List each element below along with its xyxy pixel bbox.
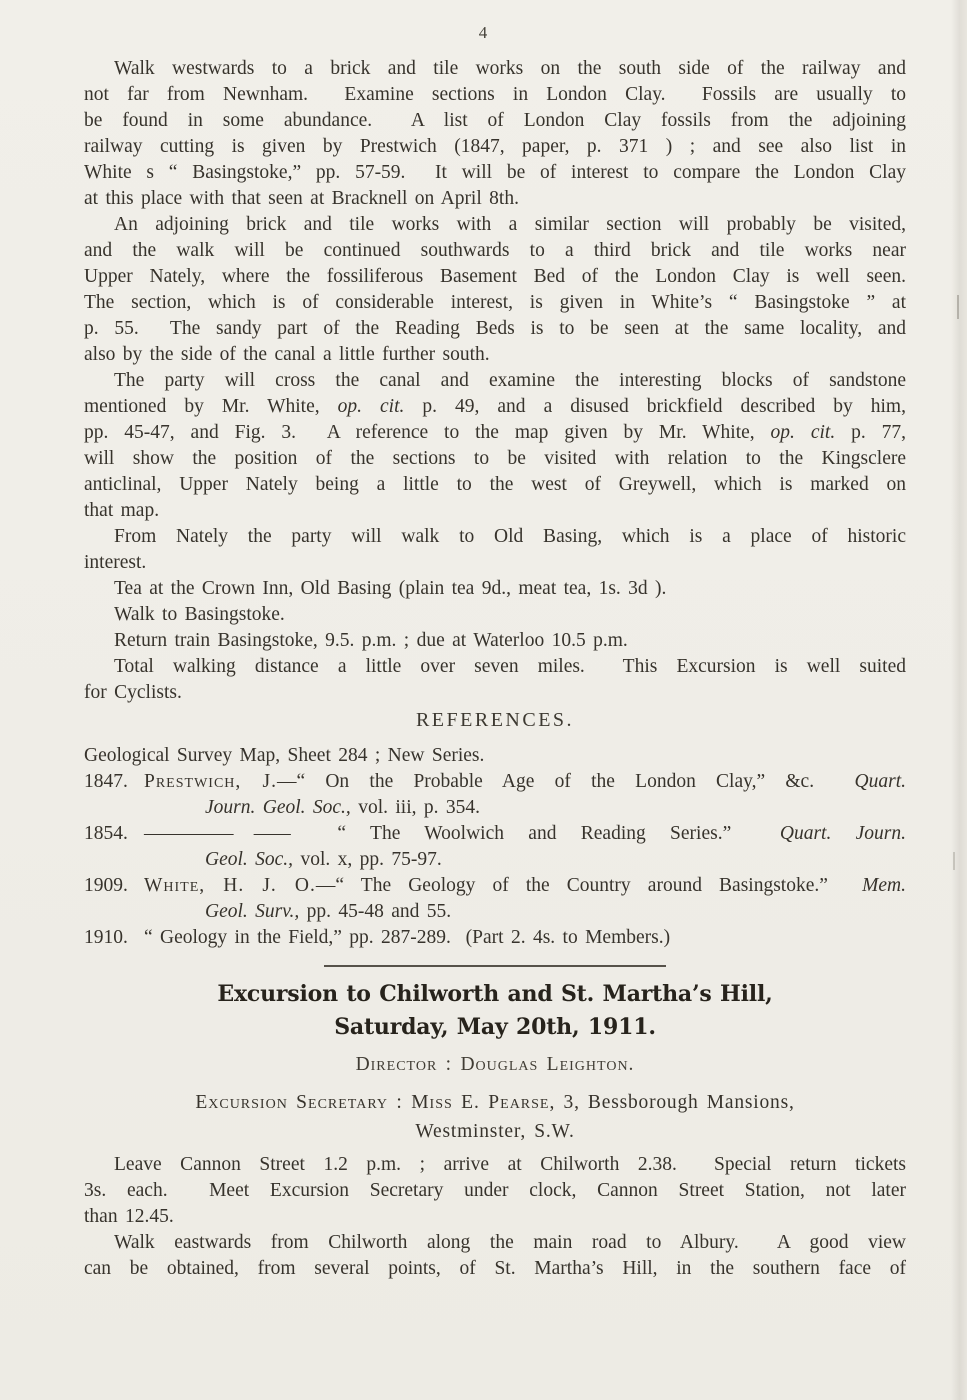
reference-survey-map: [84, 743, 906, 769]
text-line: [84, 394, 906, 420]
text-line: [84, 707, 906, 733]
text-segment: mentioned by Mr. White,: [84, 396, 338, 417]
text-line: [84, 1152, 906, 1178]
text-segment: From Nately the party will walk to Old Basing, which is a place of historic: [114, 526, 906, 547]
text-segment: Return train Basingstoke, 9.5. p.m. ; due at Waterloo 10.5 p.m.: [114, 630, 628, 651]
text-segment: be found in some abundance. A list of London Clay fossils from the adjoining: [84, 110, 906, 131]
references-heading: [84, 707, 906, 733]
text-segment: than 12.45.: [84, 1206, 174, 1227]
text-segment: —“ On the Probable Age of the London Clay,” &c.: [276, 771, 855, 792]
text-segment: The section, which is of considerable interest, is given in White’s “ Basingstoke ” at: [84, 292, 906, 313]
text-segment: will show the position of the sections to be visited with relation to the Kingsclere: [84, 448, 906, 469]
text-segment: Walk westwards to a brick and tile works on the south side of the railway and: [114, 58, 906, 79]
text-line: [84, 498, 906, 524]
text-segment: REFERENCES.: [415, 709, 575, 731]
text-line: [84, 821, 906, 847]
text-segment: op. cit.: [337, 396, 405, 417]
text-line: [84, 873, 906, 899]
page-edge-shadow: [951, 0, 967, 1400]
text-line: [84, 769, 906, 795]
paragraph-return-train: [84, 628, 906, 654]
reference-entry-1847: [84, 769, 906, 821]
text-segment: White s “ Basingstoke,” pp. 57-59. It will be of interest to compare the London Clay: [84, 162, 906, 183]
text-line: [84, 420, 906, 446]
text-segment: not far from Newnham. Examine sections in London Clay. Fossils are usually to: [84, 84, 906, 105]
text-segment: also by the side of the canal a little further south.: [84, 344, 490, 365]
text-column: [84, 56, 906, 1282]
text-line: [84, 134, 906, 160]
text-segment: —“ The Geology of the Country around Basingstoke.”: [315, 875, 863, 896]
text-segment: 3, Bessborough Mansions,: [555, 1092, 795, 1113]
text-line: [84, 1256, 906, 1282]
text-segment: that map.: [84, 500, 160, 521]
text-line: [84, 576, 906, 602]
text-line: [84, 654, 906, 680]
text-line: [84, 212, 906, 238]
paragraph-cannon-street: [84, 1152, 906, 1230]
text-segment: Prestwich, J.: [144, 771, 277, 792]
text-line: [84, 446, 906, 472]
text-segment: vol. x, pp. 75-97.: [293, 849, 442, 870]
text-line: [84, 743, 906, 769]
text-line: [84, 1011, 906, 1044]
text-segment: anticlinal, Upper Nately being a little to the west of Greywell, which is marked on: [84, 474, 906, 495]
text-line: [84, 978, 906, 1011]
text-line: [84, 550, 906, 576]
text-segment: and the walk will be continued southwards to a third brick and tile works near: [84, 240, 906, 261]
text-segment: Excursion Secretary : Miss E. Pearse,: [195, 1092, 556, 1113]
text-segment: can be obtained, from several points, of St. Martha’s Hill, in the southern face of: [84, 1258, 906, 1279]
text-line: [84, 925, 906, 951]
text-line: [84, 628, 906, 654]
reference-year: 1910.: [84, 927, 128, 948]
text-segment: The party will cross the canal and examine the interesting blocks of sandstone: [114, 370, 906, 391]
text-segment: Mem.: [862, 875, 906, 896]
text-segment: p. 77,: [835, 422, 907, 443]
reference-year: 1847.: [84, 771, 128, 792]
text-segment: “ Geology in the Field,” pp. 287-289. (Part 2. 4s. to Members.): [144, 927, 671, 948]
text-line: [84, 238, 906, 264]
text-segment: Walk eastwards from Chilworth along the main road to Albury. A good view: [114, 1232, 906, 1253]
text-line: [84, 1052, 906, 1078]
reference-year: 1854.: [84, 823, 128, 844]
director-line: [84, 1052, 906, 1078]
text-segment: Total walking distance a little over seven miles. This Excursion is well suited: [114, 656, 906, 677]
text-segment: railway cutting is given by Prestwich (1847, paper, p. 371 ) ; and see also list in: [84, 136, 906, 157]
text-segment: Walk to Basingstoke.: [114, 604, 285, 625]
text-segment: op. cit.: [770, 422, 836, 443]
secretary-lines: [84, 1088, 906, 1146]
text-segment: p. 49, and a disused brickfield described by him,: [404, 396, 906, 417]
paragraph-walk-basingstoke: [84, 602, 906, 628]
text-line: [84, 160, 906, 186]
scan-artifact-mark: [957, 295, 959, 319]
text-segment: Saturday, May 20th, 1911.: [334, 1014, 656, 1040]
page-number: 4: [478, 23, 489, 42]
reference-entry-1854: [84, 821, 906, 873]
text-segment: Excursion to Chilworth and St. Martha’s Hill,: [217, 981, 773, 1007]
text-segment: at this place with that seen at Bracknell on April 8th.: [84, 188, 519, 209]
text-segment: Director : Douglas Leighton.: [355, 1054, 635, 1075]
text-segment: Journ. Geol. Soc.,: [205, 797, 351, 818]
text-segment: Tea at the Crown Inn, Old Basing (plain tea 9d., meat tea, 1s. 3d ).: [114, 578, 667, 599]
text-segment: pp. 45-48 and 55.: [299, 901, 452, 922]
text-line: [84, 1230, 906, 1256]
section-divider-rule: [324, 965, 666, 967]
paragraph-tea: [84, 576, 906, 602]
text-line: [84, 1117, 906, 1146]
text-segment: pp. 45-47, and Fig. 3. A reference to the map given by Mr. White,: [84, 422, 771, 443]
text-line: [84, 56, 906, 82]
text-segment: Quart.: [854, 771, 906, 792]
text-line: [84, 342, 906, 368]
scan-artifact-mark: [953, 852, 955, 870]
text-segment: Geological Survey Map, Sheet 284 ; New Series.: [84, 745, 485, 766]
text-line: [84, 1204, 906, 1230]
text-segment: An adjoining brick and tile works with a similar section will probably be visited,: [114, 214, 906, 235]
text-segment: ————— ——: [144, 823, 289, 844]
text-line: [84, 264, 906, 290]
text-line: [84, 602, 906, 628]
reference-year: 1909.: [84, 875, 128, 896]
text-line: [84, 899, 906, 925]
text-segment: White, H. J. O.: [144, 875, 316, 896]
paragraph-canal-sandstone: [84, 368, 906, 524]
text-line: [84, 108, 906, 134]
text-segment: Geol. Surv.,: [205, 901, 300, 922]
text-segment: Leave Cannon Street 1.2 p.m. ; arrive at Chilworth 2.38. Special return tickets: [114, 1154, 906, 1175]
text-line: [84, 1088, 906, 1117]
text-segment: Geol. Soc.,: [205, 849, 294, 870]
text-segment: Quart. Journ.: [779, 823, 906, 844]
text-line: [84, 290, 906, 316]
text-line: [84, 82, 906, 108]
paragraph-upper-nately: [84, 212, 906, 368]
text-segment: Westminster, S.W.: [415, 1121, 575, 1142]
paragraph-walking-distance: [84, 654, 906, 706]
text-line: [84, 847, 906, 873]
text-line: [84, 472, 906, 498]
text-line: [84, 316, 906, 342]
reference-entry-1910: [84, 925, 906, 951]
text-segment: “ The Woolwich and Reading Series.”: [288, 823, 780, 844]
text-line: [84, 1178, 906, 1204]
text-segment: vol. iii, p. 354.: [350, 797, 480, 818]
text-segment: Upper Nately, where the fossiliferous Basement Bed of the London Clay is well seen.: [84, 266, 906, 287]
text-line: [84, 680, 906, 706]
reference-entry-1909: [84, 873, 906, 925]
text-segment: for Cyclists.: [84, 682, 182, 703]
text-segment: 3s. each. Meet Excursion Secretary under clock, Cannon Street Station, not later: [84, 1180, 906, 1201]
text-segment: interest.: [84, 552, 147, 573]
text-line: [84, 524, 906, 550]
paragraph-walk-albury: [84, 1230, 906, 1282]
paragraph-old-basing: [84, 524, 906, 576]
text-line: [84, 186, 906, 212]
text-segment: p. 55. The sandy part of the Reading Beds is to be seen at the same locality, and: [84, 318, 906, 339]
excursion-heading: [84, 978, 906, 1044]
paragraph-newnham-brickworks: [84, 56, 906, 212]
text-line: [84, 795, 906, 821]
text-line: [84, 368, 906, 394]
